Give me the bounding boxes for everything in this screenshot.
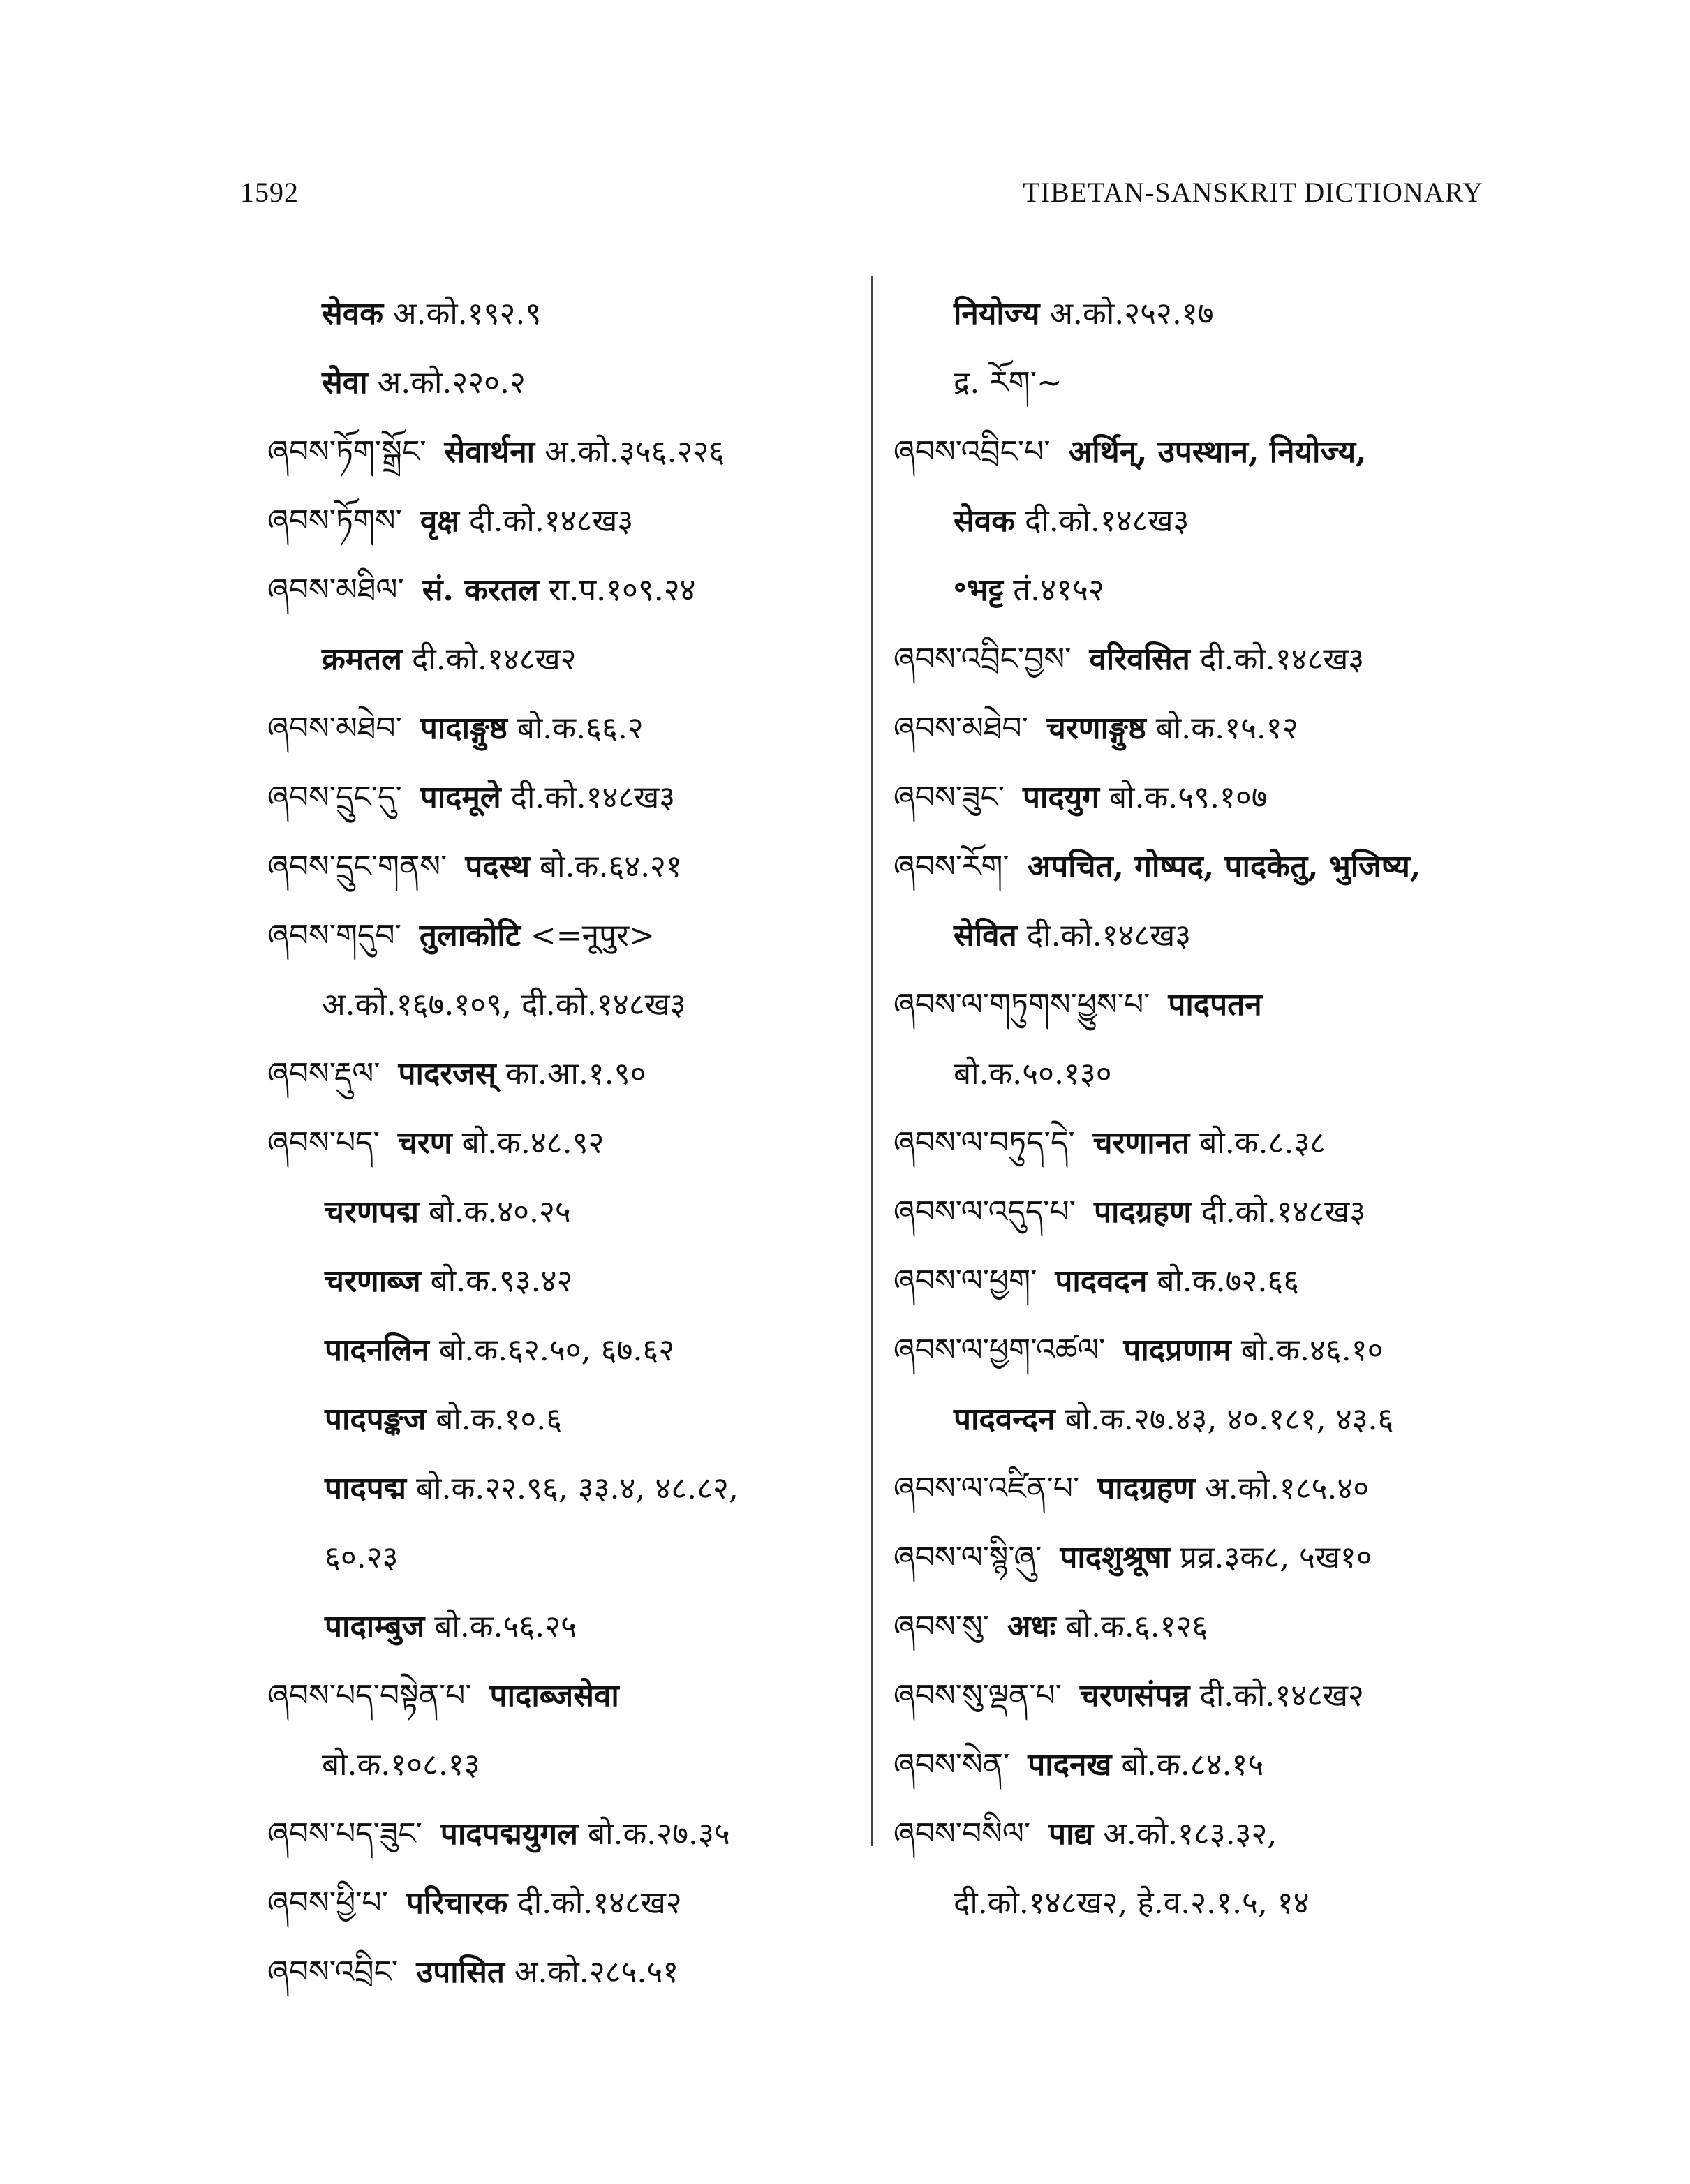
entry-line [267, 901, 840, 970]
tibetan-term: ཞབས་རོག་ [894, 849, 1009, 884]
sanskrit-term: परिचारक [406, 1885, 508, 1921]
reference: अ.को.२२०.२ [377, 365, 526, 401]
sanskrit-term: चरणाब्ज [325, 1263, 421, 1299]
reference: दी.को.१४८ख३ [1025, 503, 1189, 539]
tibetan-term: ཞབས་ཏོག་སྒྲོང་ [267, 434, 427, 470]
entry-line [267, 1592, 840, 1661]
reference: बो.क.१०८.१३ [322, 1747, 480, 1783]
entry-line [894, 1799, 1508, 1869]
tibetan-term: ཞབས་ལ་ཕྱག་འཚལ་ [894, 1332, 1106, 1368]
tibetan-term: ཞབས་དྲུང་དུ་ [267, 780, 402, 815]
entry-line [267, 763, 840, 832]
reference: बो.क.२७.३५ [587, 1816, 730, 1852]
entry-line [894, 1523, 1508, 1592]
tibetan-term: ཞབས་པད་ཟུང་ [267, 1816, 422, 1852]
entry-line [267, 1523, 840, 1592]
tibetan-term: ཞབས་སུ་ [894, 1609, 989, 1644]
reference: अ.को.३५६.२२६ [544, 434, 725, 470]
reference: बो.क.४८.९२ [461, 1125, 605, 1161]
sanskrit-term: पादपद्म [325, 1471, 406, 1506]
entry-line [267, 417, 840, 486]
entry-line [894, 901, 1508, 970]
page-number: 1592 [240, 177, 299, 208]
entry-line [267, 625, 840, 694]
reference: अ.को.२८५.५१ [514, 1954, 679, 1990]
sanskrit-term: चरण [397, 1125, 452, 1161]
sanskrit-term: चरणानत [1092, 1125, 1190, 1161]
sanskrit-term: पादाब्जसेवा [489, 1678, 619, 1714]
entry-line [894, 970, 1508, 1039]
sanskrit-term: अधः [1007, 1609, 1056, 1644]
reference: बो.क.५६.२५ [434, 1609, 577, 1644]
sanskrit-term: चरणपद्म [325, 1194, 419, 1230]
column-divider [871, 276, 873, 1846]
entry-line [894, 486, 1508, 556]
reference: दी.को.१४८ख३ [510, 780, 676, 815]
sanskrit-term: पादशुश्रूषा [1060, 1540, 1171, 1575]
reference: दी.को.१४८ख३ [1026, 918, 1192, 953]
tibetan-term: ཞབས་ལ་བཏུད་དེ་ [894, 1125, 1075, 1161]
entry-line [894, 1316, 1508, 1385]
sanskrit-term: पदस्थ [465, 849, 531, 884]
tibetan-term: ཞབས་གདུབ་ [267, 918, 401, 953]
reference: बो.क.१५.१२ [1155, 711, 1298, 746]
sanskrit-term: वृक्ष [420, 503, 459, 539]
entry-line [267, 1385, 840, 1454]
tibetan-term: ཞབས་མཐེབ་ [894, 711, 1028, 746]
entry-line [894, 1385, 1508, 1454]
entry-line [894, 1247, 1508, 1316]
page-header [240, 176, 1483, 218]
sanskrit-term: पादवदन [1055, 1263, 1148, 1299]
tibetan-term: ཞབས་མཐེབ་ [267, 711, 402, 746]
entry-line [894, 1592, 1508, 1661]
sanskrit-term: सेवित [954, 918, 1017, 953]
sanskrit-term: सेवक [322, 296, 383, 332]
entry-line [267, 1108, 840, 1178]
reference: ६०.२३ [325, 1540, 399, 1575]
sanskrit-term: पादनख [1028, 1747, 1112, 1783]
sanskrit-term: पादपतन [1168, 987, 1262, 1023]
sanskrit-term: पादपङ्कज [325, 1402, 427, 1437]
entry-line [267, 694, 840, 763]
tibetan-term: ཞབས་ཏོགས་ [267, 503, 402, 539]
entry-line [894, 1454, 1508, 1523]
reference: <=नूपुर> [530, 918, 655, 953]
entry-line [267, 1178, 840, 1247]
sanskrit-term: पादपद्मयुगल [440, 1816, 578, 1852]
entry-line [894, 348, 1508, 417]
reference: अ.को.२५२.१७ [1049, 296, 1214, 332]
reference: बो.क.४०.२५ [429, 1194, 571, 1230]
entry-line [894, 694, 1508, 763]
entry-line [894, 556, 1508, 625]
tibetan-term: ཞབས་ཕྱི་པ་ [267, 1885, 388, 1921]
tibetan-term: ཞབས་རྡུལ་ [267, 1056, 380, 1092]
sanskrit-term: सेवार्थना [444, 434, 535, 470]
entry-line [267, 1247, 840, 1316]
entry-line [267, 1454, 840, 1523]
tibetan-term: ཞབས་ལ་གཏུགས་ཕྱུས་པ་ [894, 987, 1150, 1023]
tibetan-term: ཞབས་ལ་འཛིན་པ་ [894, 1471, 1080, 1506]
reference: बो.क.६६.२ [517, 711, 644, 746]
reference: दी.को.१४८ख३ [1199, 641, 1365, 677]
sanskrit-term: पादग्रहण [1097, 1471, 1195, 1506]
sanskrit-term: पादरजस् [398, 1056, 496, 1092]
reference: बो.क.६.१२६ [1065, 1609, 1208, 1644]
right-column [894, 279, 1508, 1938]
tibetan-term: ཞབས་པད་བསྟེན་པ་ [267, 1678, 472, 1714]
entry-line [894, 417, 1508, 486]
sanskrit-term: सेवा [322, 365, 368, 401]
entry-line [267, 970, 840, 1039]
sanskrit-term: तुलाकोटि [419, 918, 521, 953]
tibetan-term: ཞབས་ཟུང་ [894, 780, 1005, 815]
sanskrit-term: सेवक [954, 503, 1015, 539]
entry-line [894, 1178, 1508, 1247]
entry-line [894, 1661, 1508, 1730]
sanskrit-term: सं. करतल [422, 572, 539, 608]
reference: बो.क.४६.१० [1240, 1332, 1384, 1368]
reference: बो.क.६२.५०, ६७.६२ [438, 1332, 675, 1368]
running-head: TIBETAN-SANSKRIT DICTIONARY [1023, 177, 1483, 208]
sanskrit-term: पादाङ्गुष्ठ [420, 711, 507, 746]
sanskrit-term: अर्थिन्, उपस्थान, नियोज्य, [1068, 434, 1367, 470]
entry-line [894, 625, 1508, 694]
reference: प्रव्र.३क८, ५ख१० [1180, 1540, 1372, 1575]
sanskrit-term: नियोज्य [954, 296, 1040, 332]
entry-line [894, 1039, 1508, 1108]
reference: बो.क.६४.२१ [540, 849, 682, 884]
entry-line [267, 486, 840, 556]
sanskrit-term: क्रमतल [322, 641, 403, 677]
sanskrit-term: पादनलिन [325, 1332, 429, 1368]
tibetan-term: ཞབས་འབྲིང་པ་ [894, 434, 1051, 470]
entry-line [267, 556, 840, 625]
reference: दी.को.१४८ख३ [1201, 1194, 1366, 1230]
reference: बो.क.५९.१०७ [1109, 780, 1268, 815]
sanskrit-term: चरणाङ्गुष्ठ [1046, 711, 1146, 746]
left-column [267, 279, 840, 2007]
entry-line [267, 1316, 840, 1385]
entry-line [267, 1039, 840, 1108]
sanskrit-term: अपचित, गोष्पद, पादकेतु, भुजिष्य, [1027, 849, 1421, 884]
reference: द्र. རོག་~ [954, 365, 1062, 401]
reference: दी.को.१४८ख३ [468, 503, 634, 539]
sanskrit-term: पादप्रणाम [1123, 1332, 1231, 1368]
entry-line [267, 1730, 840, 1799]
entry-line [894, 763, 1508, 832]
reference: तं.४१५२ [1013, 572, 1104, 608]
entry-line [267, 1938, 840, 2007]
sanskrit-term: उपासित [416, 1954, 505, 1990]
entry-line [894, 1869, 1508, 1938]
tibetan-term: ཞབས་ལ་ཕྱག་ [894, 1263, 1037, 1299]
reference: अ.को.१९२.९ [393, 296, 542, 332]
reference: बो.क.७२.६६ [1157, 1263, 1300, 1299]
tibetan-term: ཞབས་འབྲིང་ [267, 1954, 399, 1990]
reference: बो.क.८४.१५ [1121, 1747, 1264, 1783]
sanskrit-term: पादाम्बुज [325, 1609, 425, 1644]
reference: बो.क.१०.६ [436, 1402, 563, 1437]
reference: दी.को.१४८ख२ [517, 1885, 682, 1921]
reference: बो.क.२७.४३, ४०.१८१, ४३.६ [1065, 1402, 1394, 1437]
entry-line [894, 832, 1508, 901]
tibetan-term: ཞབས་འབྲིང་བྱས་ [894, 641, 1072, 677]
entry-line [267, 1869, 840, 1938]
reference: बो.क.२२.९६, ३३.४, ४८.८२, [416, 1471, 739, 1506]
sanskrit-term: ॰भट्ट [954, 572, 1004, 608]
entry-line [894, 279, 1508, 348]
reference: बो.क.५०.१३० [954, 1056, 1112, 1092]
entry-line [267, 279, 840, 348]
entry-line [267, 832, 840, 901]
reference: बो.क.९३.४२ [430, 1263, 573, 1299]
reference: दी.को.१४८ख२, हे.व.२.१.५, १४ [954, 1885, 1310, 1921]
reference: दी.को.१४८ख२ [1199, 1678, 1364, 1714]
sanskrit-term: चरणसंपन्न [1079, 1678, 1190, 1714]
tibetan-term: ཞབས་སུ་ལྡན་པ་ [894, 1678, 1062, 1714]
reference: का.आ.१.९० [505, 1056, 646, 1092]
reference: अ.को.१८५.४० [1204, 1471, 1370, 1506]
sanskrit-term: पादमूले [420, 780, 501, 815]
tibetan-term: ཞབས་པད་ [267, 1125, 380, 1161]
tibetan-term: ཞབས་བསིལ་ [894, 1816, 1031, 1852]
reference: दी.को.१४८ख२ [412, 641, 577, 677]
reference: अ.को.१८३.३२, [1103, 1816, 1277, 1852]
sanskrit-term: वरिवसित [1089, 641, 1190, 677]
tibetan-term: ཞབས་སེན་ [894, 1747, 1010, 1783]
entry-line [267, 1661, 840, 1730]
entry-line [267, 348, 840, 417]
reference: बो.क.८.३८ [1199, 1125, 1326, 1161]
reference: रा.प.१०९.२४ [548, 572, 696, 608]
reference: अ.को.१६७.१०९, दी.को.१४८ख३ [322, 987, 686, 1023]
sanskrit-term: पाद्य [1048, 1816, 1094, 1852]
sanskrit-term: पादवन्दन [954, 1402, 1055, 1437]
tibetan-term: ཞབས་དྲུང་གནས་ [267, 849, 447, 884]
entry-line [894, 1730, 1508, 1799]
tibetan-term: ཞབས་མཐིལ་ [267, 572, 404, 608]
sanskrit-term: पादयुग [1022, 780, 1099, 815]
tibetan-term: ཞབས་ལ་འདུད་པ་ [894, 1194, 1076, 1230]
tibetan-term: ཞབས་ལ་སྙི་ཞུ་ [894, 1540, 1042, 1575]
entry-line [894, 1108, 1508, 1178]
entry-line [267, 1799, 840, 1869]
sanskrit-term: पादग्रहण [1093, 1194, 1192, 1230]
